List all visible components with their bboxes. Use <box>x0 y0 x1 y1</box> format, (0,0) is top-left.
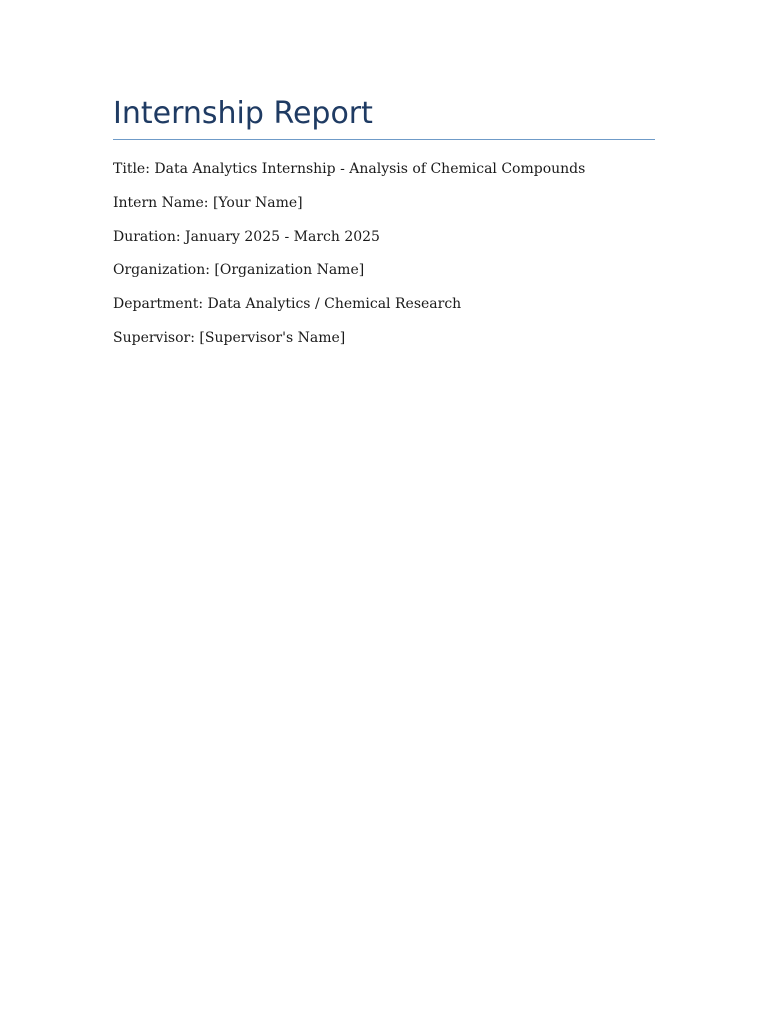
intern-name-line: Intern Name: [Your Name] <box>113 194 303 211</box>
report-title-line: Title: Data Analytics Internship - Analysis of Chemical Compounds <box>113 161 586 177</box>
title-underline-divider <box>113 139 655 140</box>
supervisor-line: Supervisor: [Supervisor's Name] <box>113 329 346 346</box>
page-title: Internship Report <box>113 96 373 131</box>
department-line: Department: Data Analytics / Chemical Research <box>113 296 462 313</box>
duration-line: Duration: January 2025 - March 2025 <box>113 228 380 245</box>
report-details-list <box>113 159 655 362</box>
organization-line: Organization: [Organization Name] <box>113 262 365 279</box>
